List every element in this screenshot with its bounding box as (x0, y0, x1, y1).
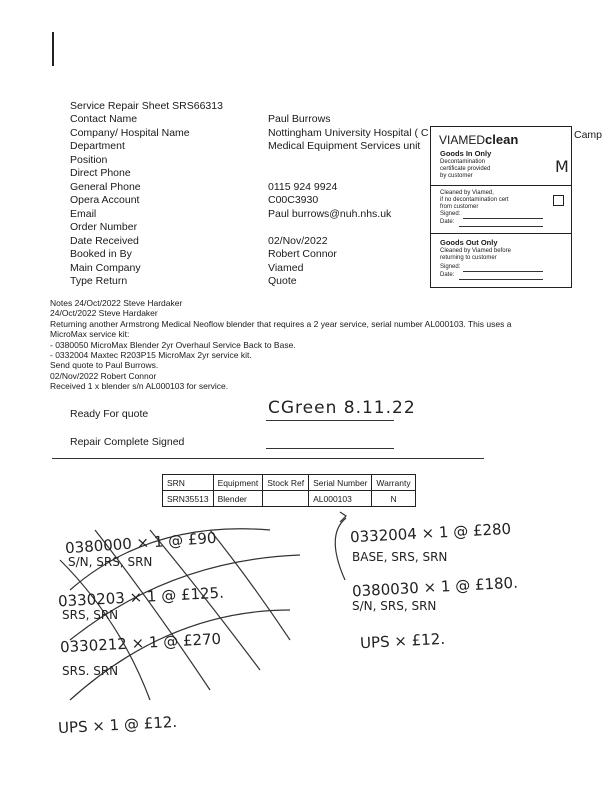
stamp-tick-mark: M (555, 157, 569, 176)
field-label: Main Company (70, 262, 141, 274)
field-label: Contact Name (70, 113, 138, 125)
ready-for-quote-label: Ready For quote (70, 408, 149, 420)
handwritten-line: 0330203 × 1 @ £125. (57, 583, 225, 611)
field-label: Order Number (70, 221, 138, 233)
table-cell: N (372, 491, 415, 507)
stamp-goods-in: Goods In Only (440, 149, 492, 158)
stamp-date-label: Date: (440, 219, 455, 225)
handwritten-subline: SRS. SRN (62, 664, 119, 678)
field-value: Quote (268, 275, 297, 287)
note-line: Notes 24/Oct/2022 Steve Hardaker (50, 298, 183, 308)
stamp-brand-b: clean (485, 132, 519, 147)
field-value: Medical Equipment Services unit (268, 140, 421, 152)
note-line: 02/Nov/2022 Robert Connor (50, 370, 157, 381)
handwritten-line: UPS × £12. (359, 629, 446, 653)
stamp-date-label: Date: (440, 272, 455, 278)
field-label: Position (70, 154, 108, 166)
stamp-returning: returning to customer (440, 255, 497, 261)
handwritten-line: UPS × 1 @ £12. (57, 712, 178, 738)
field-label: Type Return (70, 275, 128, 287)
note-line: 24/Oct/2022 Steve Hardaker (50, 308, 158, 319)
table-cell: AL000103 (309, 491, 372, 507)
note-line: MicroMax service kit: (50, 329, 130, 340)
table-header: Warranty (372, 475, 415, 491)
table-header: Equipment (213, 475, 263, 491)
stamp-signed-label: Signed: (440, 264, 461, 270)
field-label: Company/ Hospital Name (70, 127, 190, 139)
handwritten-line: 0330212 × 1 @ £270 (59, 629, 222, 657)
repair-complete-label: Repair Complete Signed (70, 436, 185, 448)
field-label: Department (70, 140, 125, 152)
field-label: Direct Phone (70, 167, 131, 179)
field-label: General Phone (70, 181, 141, 193)
handwritten-line: 0380030 × 1 @ £180. (351, 573, 519, 601)
field-value: Robert Connor (268, 248, 337, 260)
stamp-no-decon: if no decontamination cert (440, 197, 509, 203)
stamp-signed-label: Signed: (440, 211, 461, 217)
table-cell: SRN35513 (163, 491, 214, 507)
field-label: Booked in By (70, 248, 132, 260)
handwritten-subline: BASE, SRS, SRN (352, 550, 448, 564)
table-header: SRN (163, 475, 214, 491)
stamp-cert: certificate provided (440, 166, 491, 172)
field-value: 02/Nov/2022 (268, 235, 328, 247)
stamp-decon: Decontamination (440, 159, 486, 165)
note-line: Received 1 x blender s/n AL000103 for service. (50, 381, 229, 392)
note-line: - 0380050 MicroMax Blender 2yr Overhaul Service Back to Base. (50, 339, 296, 350)
stamp-cleaned-before: Cleaned by Viamed before (440, 248, 511, 254)
ready-signature: CGreen 8.11.22 (268, 398, 416, 418)
field-label: Date Received (70, 235, 139, 247)
handwritten-line: 0380000 × 1 @ £90 (64, 528, 218, 558)
table-cell: Blender (213, 491, 263, 507)
sheet-title: Service Repair Sheet SRS66313 (70, 100, 223, 112)
field-value: 0115 924 9924 (268, 181, 338, 193)
table-header: Stock Ref (263, 475, 309, 491)
field-value: Nottingham University Hospital ( C (268, 127, 429, 139)
field-label: Email (70, 208, 97, 220)
stamp-cleaned-by: Cleaned by Viamed, (440, 190, 494, 196)
handwritten-subline: S/N, SRS, SRN (352, 599, 437, 613)
stamp-from-customer: from customer (440, 204, 479, 210)
field-value: Paul burrows@nuh.nhs.uk (268, 208, 392, 220)
field-value: Paul Burrows (268, 113, 331, 125)
stamp-brand-a: VIAMED (439, 133, 486, 147)
field-value: C00C3930 (268, 194, 319, 206)
company-overflow-text: Camp (574, 129, 603, 141)
handwritten-subline: S/N, SRS, SRN (68, 555, 153, 569)
note-line: Send quote to Paul Burrows. (50, 360, 159, 371)
stamp-goods-out: Goods Out Only (440, 238, 498, 247)
handwritten-subline: SRS, SRN (62, 608, 119, 622)
field-value: Viamed (268, 262, 304, 274)
field-label: Opera Account (70, 194, 140, 206)
note-line: Returning another Armstrong Medical Neoflow blender that requires a 2 year service, serial number AL000103. This uses a (50, 318, 512, 329)
note-line: - 0332004 Maxtec R203P15 MicroMax 2yr service kit. (50, 350, 252, 361)
stamp-by-customer: by customer (440, 173, 473, 179)
table-header: Serial Number (309, 475, 372, 491)
handwritten-line: 0332004 × 1 @ £280 (349, 519, 512, 547)
